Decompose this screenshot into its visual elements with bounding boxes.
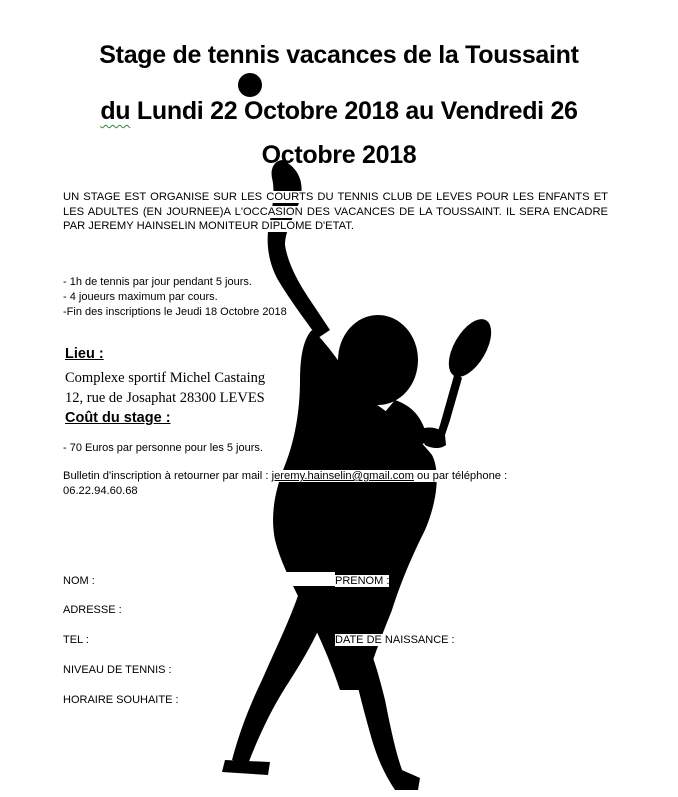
field-prenom-label: PRENOM : [335,575,390,587]
cout-line [63,441,263,455]
detail-text-2: - 4 joueurs maximum par cours. [63,291,218,303]
field-niveau [63,663,172,677]
field-blank [250,572,335,586]
field-niveau-label: NIVEAU DE TENNIS : [63,664,172,676]
page-title: Stage de tennis vacances de la Toussaint [99,41,579,69]
field-date-label: DATE DE NAISSANCE : [335,634,455,646]
lieu-heading: Lieu : [65,346,104,362]
lieu-line-1 [65,370,265,387]
detail-item-2 [63,290,218,304]
field-horaire-label: HORAIRE SOUHAITE : [63,694,179,706]
detail-text-3: -Fin des inscriptions le Jeudi 18 Octobre 2018 [63,306,287,318]
detail-item-3 [63,305,287,319]
field-horaire [63,693,179,707]
bulletin-paragraph [63,469,608,498]
bulletin-suffix: ou par téléphone : [413,470,508,482]
field-date-naissance [335,633,455,647]
intro-paragraph [63,190,608,234]
bulletin-prefix: Bulletin d'inscription à retourner par mail : [63,470,272,482]
detail-text-1: - 1h de tennis par jour pendant 5 jours. [63,276,252,288]
cout-text: - 70 Euros par personne pour les 5 jours. [63,442,263,454]
cout-heading: Coût du stage : [65,410,171,426]
title-dates: Lundi 22 Octobre 2018 au Vendredi 26 [130,97,578,125]
field-nom [63,574,95,588]
lieu-venue: Complexe sportif Michel Castaing [65,370,266,386]
field-tel [63,633,89,647]
page-subtitle-dates [0,96,678,126]
field-tel-label: TEL : [63,634,89,646]
field-adresse [63,603,122,617]
field-prenom [335,574,389,588]
field-adresse-label: ADRESSE : [63,604,122,616]
lieu-line-2 [65,390,265,407]
lieu-address: 12, rue de Josaphat 28300 LEVES [65,390,265,406]
email-link[interactable]: jeremy.hainselin@gmail.com [271,470,414,482]
intro-text: UN STAGE EST ORGANISE SUR LES COURTS DU TENNIS CLUB DE LEVES POUR LES ENFANTS ET LES ADULTES (EN JOURNEE)A L'OCCASION DES VACANCES DE LA TOUSSAINT. IL SERA ENCADRE PAR JEREMY HAINSELIN MONITEUR DIPLOME D'ETAT. [63,191,608,232]
page-subtitle-month: Octobre 2018 [261,141,417,169]
field-nom-label: NOM : [63,575,95,587]
detail-item-1 [63,275,252,289]
title-prefix: du [100,97,131,125]
phone-number: 06.22.94.60.68 [63,484,138,497]
